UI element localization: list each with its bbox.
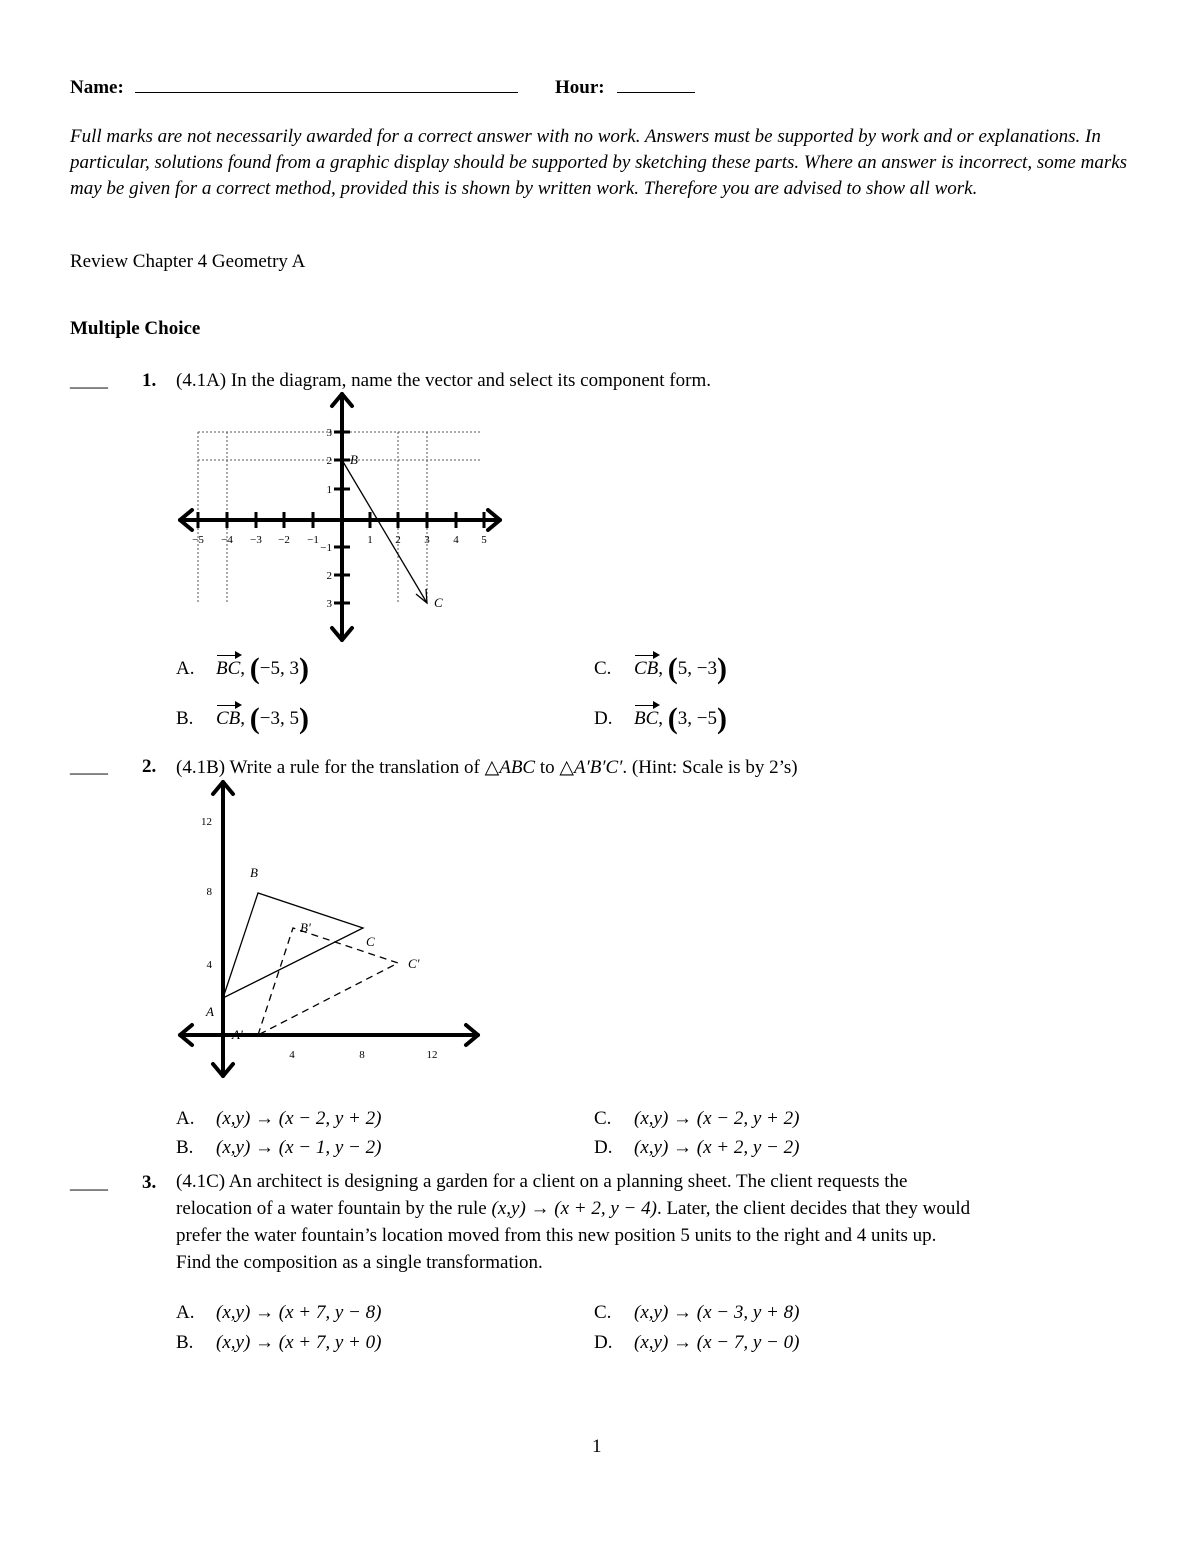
triangle-abc	[223, 893, 363, 998]
page-number: 1	[592, 1436, 602, 1457]
question-text-3: (4.1C) An architect is designing a garden for a client on a planning sheet. The client requests the relocation of a water fountain by the rule (x,y) → (x + 2, y − 4). Later, the client decides that they would prefer the water fountain’s location moved from this new position 5 units to the right and 4 units up. Find the composition as a single transformation.	[176, 1171, 971, 1273]
choice-3c[interactable]: C. (x,y) → (x − 3, y + 8)	[594, 1302, 800, 1323]
point-a-prime-label: A'	[232, 1027, 243, 1042]
x-tick-label: 8	[359, 1049, 365, 1061]
choice-2a[interactable]: A. (x,y) → (x − 2, y + 2)	[176, 1108, 382, 1129]
review-title: Review Chapter 4 Geometry A	[70, 251, 306, 272]
vector-notation: BC	[216, 658, 241, 679]
y-tick-label: 2	[326, 570, 332, 582]
answer-blank-2[interactable]: ____	[70, 756, 108, 777]
point-a-label: A	[206, 1004, 214, 1019]
point-c-label: C	[434, 595, 443, 610]
y-tick-label: 8	[206, 886, 212, 898]
point-b-label: B	[350, 452, 358, 467]
answer-blank-1[interactable]: ____	[70, 370, 108, 391]
name-field[interactable]	[135, 74, 518, 93]
choice-1b[interactable]: B. CB, (−3, 5)	[176, 702, 309, 735]
x-tick-label: −4	[221, 534, 233, 546]
x-tick-label: −2	[278, 534, 290, 546]
x-tick-label: −5	[192, 534, 204, 546]
x-tick-label: −3	[250, 534, 262, 546]
choice-1a[interactable]: A. BC, (−5, 3)	[176, 652, 309, 685]
hour-label: Hour:	[555, 77, 605, 98]
x-tick-label: 4	[289, 1049, 295, 1061]
answer-blank-3[interactable]: ____	[70, 1172, 108, 1193]
section-title: Multiple Choice	[70, 318, 201, 339]
choice-2b[interactable]: B. (x,y) → (x − 1, y − 2)	[176, 1137, 382, 1158]
triangle-a-prime-b-prime-c-prime	[258, 928, 398, 1035]
x-tick-label: 2	[395, 534, 401, 546]
vector-arrowhead	[416, 589, 427, 603]
point-c-prime-label: C'	[408, 956, 420, 971]
translation-diagram	[170, 776, 490, 1082]
name-label: Name:	[70, 77, 124, 98]
choice-1d[interactable]: D. BC, (3, −5)	[594, 702, 727, 735]
question-number-1: 1.	[142, 370, 157, 391]
choice-3a[interactable]: A. (x,y) → (x + 7, y − 8)	[176, 1302, 382, 1323]
choice-3b[interactable]: B. (x,y) → (x + 7, y + 0)	[176, 1332, 382, 1353]
question-text-1: (4.1A) In the diagram, name the vector and select its component form.	[176, 370, 711, 391]
choice-3d[interactable]: D. (x,y) → (x − 7, y − 0)	[594, 1332, 800, 1353]
hour-row	[555, 74, 695, 99]
y-tick-label: 2	[326, 455, 332, 467]
question-number-2: 2.	[142, 756, 157, 777]
x-tick-label: 1	[367, 534, 373, 546]
point-c-label: C	[366, 934, 375, 949]
instructions: Full marks are not necessarily awarded for a correct answer with no work. Answers must be supported by work and or explanations. In particular, solutions found from a graphic display should be supported by sketching these parts. Where an answer is incorrect, some marks may be given for a correct method, provided this is shown by written work. Therefore you are advised to show all work.	[70, 126, 1128, 199]
x-tick-label: 4	[453, 534, 459, 546]
y-tick-label: 1	[326, 484, 332, 496]
triangle-icon: △	[559, 757, 575, 778]
y-tick-label: 4	[206, 959, 212, 971]
point-b-prime-label: B'	[300, 920, 311, 935]
vector-notation: CB	[634, 658, 659, 679]
point-b-label: B	[250, 865, 258, 880]
vector-notation: CB	[216, 708, 241, 729]
vector-notation: BC	[634, 708, 659, 729]
x-tick-label: −1	[307, 534, 319, 546]
choice-2c[interactable]: C. (x,y) → (x − 2, y + 2)	[594, 1108, 800, 1129]
choice-2d[interactable]: D. (x,y) → (x + 2, y − 2)	[594, 1137, 800, 1158]
triangle-icon: △	[484, 757, 500, 778]
name-row	[70, 74, 518, 99]
x-tick-label: 5	[481, 534, 487, 546]
x-tick-label: 12	[426, 1049, 438, 1061]
x-tick-label: 3	[424, 534, 430, 546]
y-tick-label: −1	[320, 542, 332, 554]
vector-diagram	[170, 388, 510, 648]
hour-field[interactable]	[617, 74, 695, 93]
y-tick-label: 12	[201, 816, 212, 828]
vector-bc	[342, 460, 427, 603]
y-tick-label: 3	[326, 427, 332, 439]
y-tick-label: 3	[326, 598, 332, 610]
choice-1c[interactable]: C. CB, (5, −3)	[594, 652, 727, 685]
question-number-3: 3.	[142, 1172, 157, 1193]
question-text-2: (4.1B) Write a rule for the translation of △ABC to △A′B′C′. (Hint: Scale is by 2’s)	[176, 757, 798, 778]
